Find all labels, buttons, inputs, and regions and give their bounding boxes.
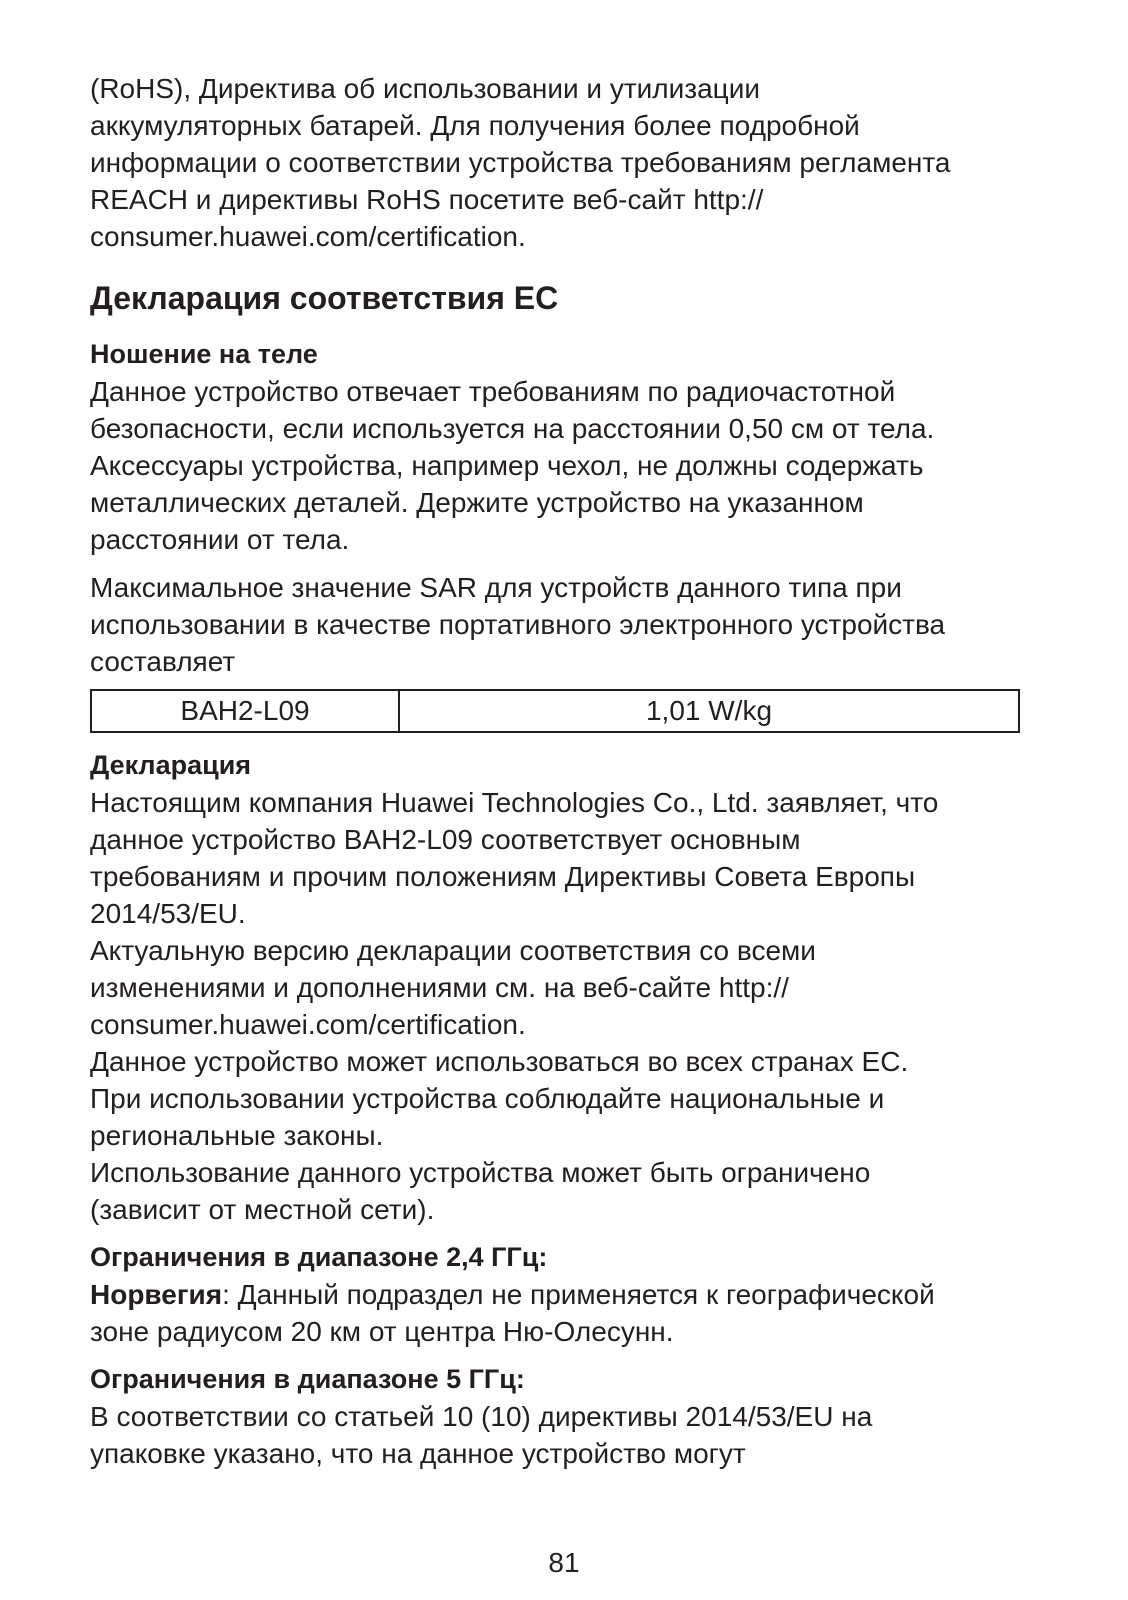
sar-paragraph [90, 569, 1038, 680]
text-line: При использовании устройства соблюдайте национальные и [90, 1083, 885, 1114]
document-page [90, 70, 1038, 1472]
text-line: металлических деталей. Держите устройство на указанном [90, 487, 864, 518]
text-line: Настоящим компания Huawei Technologies Co., Ltd. заявляет, что [90, 787, 939, 818]
text-line: Максимальное значение SAR для устройств данного типа при [90, 572, 902, 603]
text-line: Аксессуары устройства, например чехол, не должны содержать [90, 450, 924, 481]
text-line: consumer.huawei.com/certification. [90, 1009, 526, 1040]
text-line: данное устройство BAH2-L09 соответствует основным [90, 824, 801, 855]
text-line: 2014/53/EU. [90, 898, 246, 929]
text-line: REACH и директивы RoHS посетите веб-сайт http:// [90, 184, 764, 215]
declaration-heading: Декларация [90, 750, 252, 780]
band-24-heading: Ограничения в диапазоне 2,4 ГГц: [90, 1242, 548, 1272]
text-line: безопасности, если используется на расстоянии 0,50 см от тела. [90, 413, 935, 444]
sar-model-cell: BAH2-L09 [91, 690, 399, 732]
intro-paragraph [90, 70, 1038, 255]
country-name: Норвегия [90, 1279, 223, 1310]
band-5-section [90, 1361, 1038, 1472]
text-line: упаковке указано, что на данное устройство могут [90, 1438, 746, 1469]
body-worn-paragraph [90, 373, 1038, 558]
band-5-paragraph [90, 1398, 1038, 1472]
text-line: (RoHS), Директива об использовании и утилизации [90, 73, 761, 104]
table-row [91, 690, 1019, 732]
sar-value-cell: 1,01 W/kg [399, 690, 1019, 732]
text-line: Данное устройство может использоваться во всех странах ЕС. [90, 1046, 909, 1077]
text-line: использовании в качестве портативного электронного устройства [90, 609, 946, 640]
declaration-paragraph [90, 784, 1038, 1228]
text-line: требованиям и прочим положениям Директивы Совета Европы [90, 861, 916, 892]
text-line: изменениями и дополнениями см. на веб-сайте http:// [90, 972, 789, 1003]
text-line: аккумуляторных батарей. Для получения более подробной [90, 110, 860, 141]
section-title: Декларация соответствия ЕС [90, 280, 559, 316]
page-number: 81 [548, 1547, 580, 1578]
text-line: consumer.huawei.com/certification. [90, 221, 526, 252]
body-worn-section [90, 336, 1038, 680]
sar-table [90, 689, 1020, 733]
declaration-section [90, 747, 1038, 1228]
text-fragment: : Данный подраздел не применяется к географической [222, 1279, 935, 1310]
body-worn-heading: Ношение на теле [90, 339, 318, 369]
text-line: Актуальную версию декларации соответствия со всеми [90, 935, 816, 966]
band-24-section [90, 1239, 1038, 1350]
text-line: зоне радиусом 20 км от центра Ню-Олесунн. [90, 1316, 674, 1347]
text-line: Использование данного устройства может быть ограничено [90, 1157, 871, 1188]
text-line: расстоянии от тела. [90, 524, 350, 555]
band-24-paragraph [90, 1276, 1038, 1350]
text-line: В соответствии со статьей 10 (10) директивы 2014/53/EU на [90, 1401, 873, 1432]
text-line [90, 1276, 1038, 1313]
text-line: информации о соответствии устройства требованиям регламента [90, 147, 951, 178]
text-line: составляет [90, 646, 236, 677]
text-line: Данное устройство отвечает требованиям по радиочастотной [90, 376, 896, 407]
text-line: региональные законы. [90, 1120, 384, 1151]
band-5-heading: Ограничения в диапазоне 5 ГГц: [90, 1364, 525, 1394]
text-line: (зависит от местной сети). [90, 1194, 435, 1225]
